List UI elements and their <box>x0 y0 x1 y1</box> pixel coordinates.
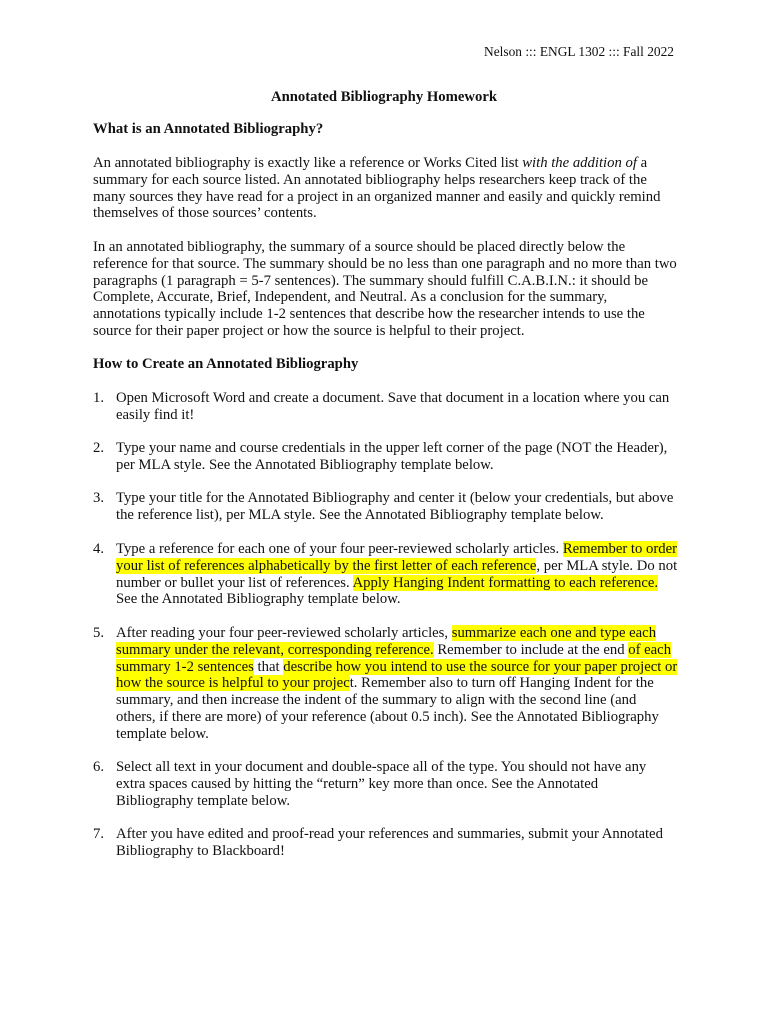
paragraph-definition <box>93 155 678 222</box>
paragraph-definition-part-2: a summary for each source listed. An annotated bibliography helps researchers keep track of the many sources they have read for a project in an organized manner and easily and quickly remind themselves of those sources’ contents. <box>93 155 661 222</box>
section-heading-what-is: What is an Annotated Bibliography? <box>93 121 324 137</box>
step-text: Type your name and course credentials in the upper left corner of the page (NOT the Header), per MLA style. See the Annotated Bibliography template below. <box>116 440 668 473</box>
section-heading-how-to: How to Create an Annotated Bibliography <box>93 356 359 372</box>
step-3 <box>93 490 678 524</box>
step-1 <box>93 390 678 424</box>
step-text-plain: t. Remember also to turn off Hanging Indent for the summary, and then increase the indent of the summary to align with the second line (and others, if there are more) of your reference (about 0.5 inch). See the Annotated Bibliography template below. <box>116 675 659 742</box>
step-number: 4. <box>93 541 105 557</box>
highlighted-text: summarize each one and type each summary under the relevant, corresponding reference. <box>116 625 657 658</box>
step-text-plain: After reading your four peer-reviewed scholarly articles, <box>116 625 452 641</box>
highlighted-text: Remember to order your list of references alphabetically by the first letter of each reference <box>116 541 678 574</box>
step-6 <box>93 759 678 809</box>
step-text-plain: Remember to include at the end <box>433 641 629 658</box>
step-text: Open Microsoft Word and create a document. Save that document in a location where you can easily find it! <box>116 390 670 423</box>
paragraph-definition-emphasis: with the addition of <box>522 155 637 171</box>
step-number: 3. <box>93 490 105 506</box>
step-text <box>116 625 678 743</box>
step-text <box>116 541 678 608</box>
step-text-plain: Type a reference for each one of your four peer-reviewed scholarly articles. <box>116 541 563 557</box>
step-text: After you have edited and proof-read your references and summaries, submit your Annotated Bibliography to Blackboard! <box>116 826 663 859</box>
step-text: Type your title for the Annotated Bibliography and center it (below your credentials, but above the reference list), per MLA style. See the Annotated Bibliography template below. <box>116 490 674 523</box>
step-number: 1. <box>93 390 105 406</box>
step-text: Select all text in your document and double-space all of the type. You should not have any extra spaces caused by hitting the “return” key more than once. See the Annotated Bibliography template below. <box>116 759 647 809</box>
paragraph-definition-part-1: An annotated bibliography is exactly like a reference or Works Cited list <box>93 155 523 171</box>
step-number: 5. <box>93 625 105 641</box>
step-text-plain: See the Annotated Bibliography template below. <box>116 591 401 608</box>
step-4 <box>93 541 678 608</box>
highlighted-text: of each summary 1-2 sentences <box>116 641 672 675</box>
step-5 <box>93 625 678 743</box>
step-text-plain: , per MLA style. Do not number or bullet your list of references. <box>116 557 678 591</box>
document-title: Annotated Bibliography Homework <box>270 89 498 105</box>
step-text-plain: that <box>253 658 284 675</box>
step-number: 7. <box>93 826 105 842</box>
step-2 <box>93 440 678 474</box>
paragraph-summary-rules: In an annotated bibliography, the summary of a source should be placed directly below the reference for that source. The summary should be no less than one paragraph and no more than two paragraphs (1 paragraph = 5-7 sentences). The summary should fulfill C.A.B.I.N.: it should be Complete, Accurate, Brief, Independent, and Neutral. As a conclusion for the summary, annotations typically include 1-2 sentences that describe how the researcher intends to use the source for their paper project or how the source is helpful to their project. <box>93 239 677 339</box>
step-number: 6. <box>93 759 105 775</box>
document-header: Nelson ::: ENGL 1302 ::: Fall 2022 <box>484 44 674 59</box>
step-number: 2. <box>93 440 105 456</box>
highlighted-text: Apply Hanging Indent formatting to each reference. <box>352 574 659 591</box>
highlighted-text: describe how you intend to use the source for your paper project or how the source is helpful to your projec <box>116 658 678 692</box>
step-7 <box>93 826 678 860</box>
